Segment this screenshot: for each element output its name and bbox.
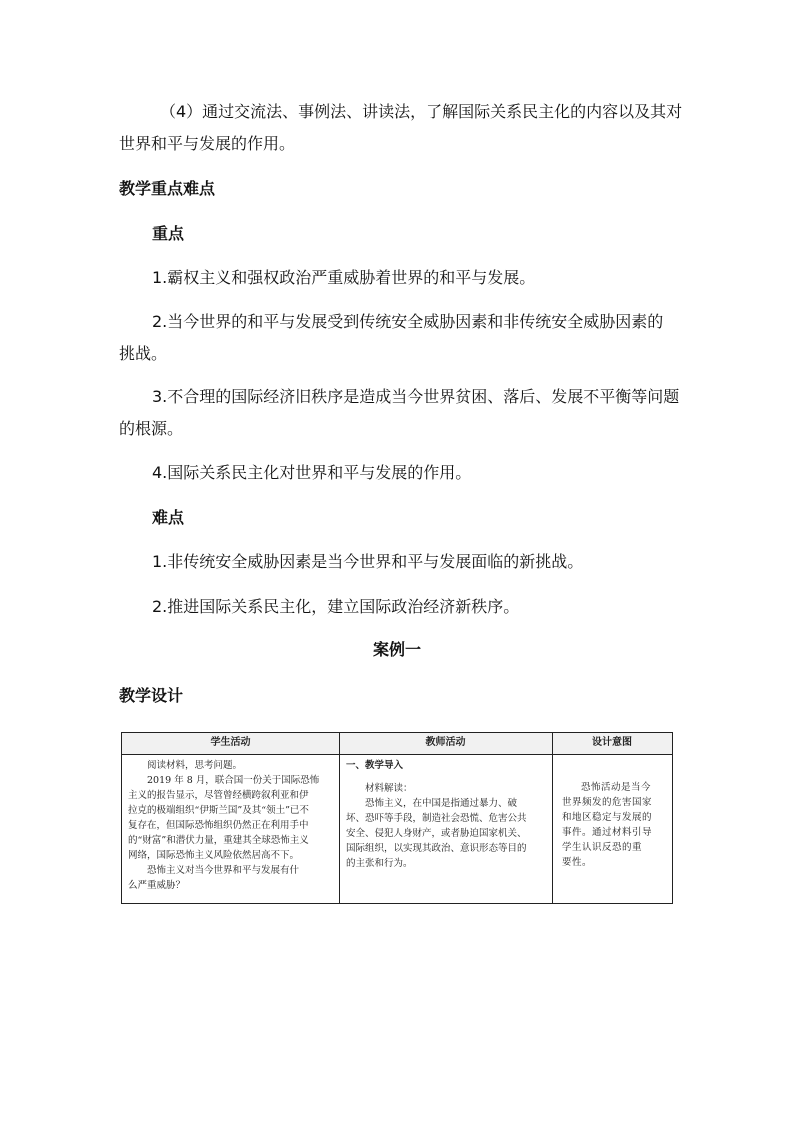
teacher-material-line: 的主张和行为。 [346, 858, 413, 869]
objective-4-line-1: （4）通过交流法、事例法、讲读法，了解国际关系民主化的内容以及其对 [160, 102, 683, 121]
table-header-row [122, 733, 672, 755]
spacer [346, 773, 546, 781]
teacher-material-line: 国际组织，以实现其政治、意识形态等目的 [346, 843, 527, 854]
intent-line: 学生认识反恐的重 [562, 842, 643, 853]
design-heading: 教学设计 [119, 686, 184, 705]
key-points-heading: 教学重点难点 [119, 179, 216, 198]
teacher-section-title: 一、教学导入 [346, 760, 404, 771]
student-intro: 阅读材料，思考问题。 [147, 760, 243, 771]
intent-line: 事件。通过材料引导 [562, 827, 653, 838]
objective-4-line-2: 世界和平与发展的作用。 [119, 134, 296, 153]
intent-line: 恐怖活动是当今 [581, 782, 652, 793]
focus-item-2-line-1: 2.当今世界的和平与发展受到传统安全威胁因素和非传统安全威胁因素的 [152, 312, 664, 331]
focus-item-1: 1.霸权主义和强权政治严重威胁着世界的和平与发展。 [152, 268, 536, 287]
focus-item-3-line-1: 3.不合理的国际经济旧秩序是造成当今世界贫困、落后、发展不平衡等问题 [152, 387, 680, 406]
focus-item-3-line-2: 的根源。 [119, 419, 184, 438]
case-title: 案例一 [372, 640, 421, 659]
teaching-design-table [121, 732, 673, 904]
student-material-line: 2019 年 8 月，联合国一份关于国际恐怖 [147, 775, 320, 786]
student-material-line: 拉克的极端组织“伊斯兰国”及其“领土”已不 [128, 805, 309, 816]
teacher-activity-cell [346, 758, 546, 871]
difficulty-item-1: 1.非传统安全威胁因素是当今世界和平与发展面临的新挑战。 [152, 552, 584, 571]
focus-item-2-line-2: 挑战。 [119, 344, 168, 363]
design-intent-cell [562, 780, 666, 870]
header-student-activity: 学生活动 [210, 737, 251, 748]
intent-line: 世界频发的危害国家 [562, 797, 653, 808]
teacher-material-label: 材料解读： [365, 783, 413, 794]
intent-line: 和地区稳定与发展的 [562, 812, 653, 823]
intent-line: 要性。 [562, 857, 593, 868]
student-material-line: 的“财富”和潜伏力量，重建其全球恐怖主义 [128, 835, 309, 846]
student-material-line: 复存在，但国际恐怖组织仍然正在利用手中 [128, 820, 309, 831]
difficulty-label: 难点 [152, 508, 185, 527]
column-divider [339, 733, 340, 903]
teacher-material-line: 安全、侵犯人身财产，或者胁迫国家机关、 [346, 828, 527, 839]
focus-item-4: 4.国际关系民主化对世界和平与发展的作用。 [152, 463, 472, 482]
teacher-material-line: 坏、恐吓等手段，制造社会恐慌、危害公共 [346, 813, 527, 824]
student-material-line: 主义的报告显示，尽管曾经横跨叙利亚和伊 [128, 790, 309, 801]
focus-label: 重点 [152, 224, 185, 243]
student-question-line-2: 么严重威胁？ [128, 880, 186, 891]
student-question-line-1: 恐怖主义对当今世界和平与发展有什 [147, 865, 300, 876]
teacher-material-line: 恐怖主义，在中国是指通过暴力、破 [365, 798, 518, 809]
difficulty-item-2: 2.推进国际关系民主化，建立国际政治经济新秩序。 [152, 597, 520, 616]
student-material-line: 网络，国际恐怖主义风险依然居高不下。 [128, 850, 300, 861]
student-activity-cell [128, 758, 334, 893]
header-teacher-activity: 教师活动 [425, 737, 466, 748]
header-design-intent: 设计意图 [592, 737, 632, 748]
column-divider [552, 733, 553, 903]
